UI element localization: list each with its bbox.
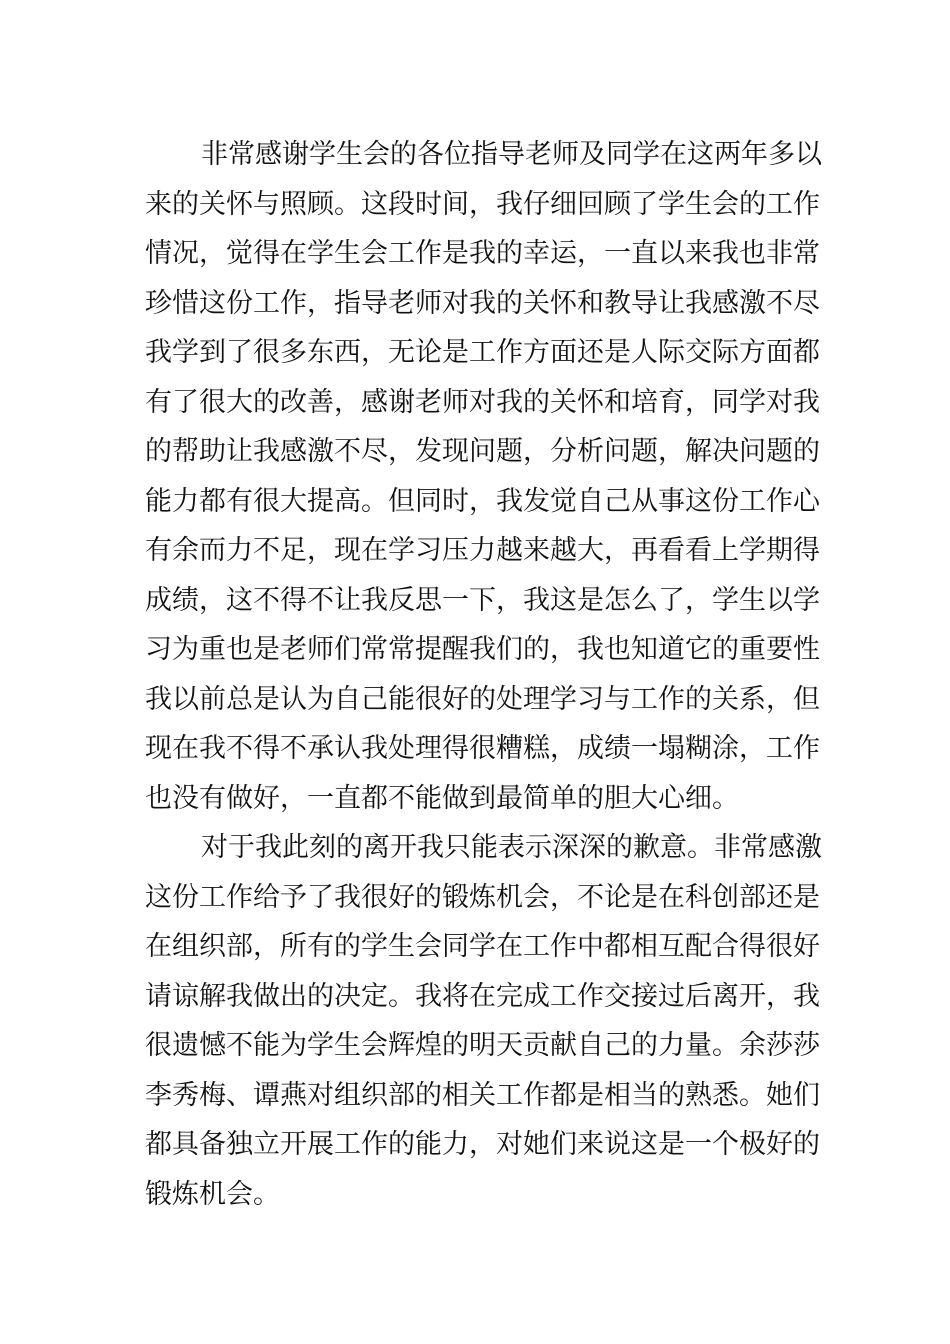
paragraph-2-line-3: 在组织部，所有的学生会同学在工作中都相互配合得很好 [145,931,820,962]
paragraph-1-line-13: 现在我不得不承认我处理得很糟糕，成绩一塌糊涂，工作 [145,733,820,764]
paragraph-2-line-1: 对于我此刻的离开我只能表示深深的歉意。非常感激 [201,832,822,863]
paragraph-1-line-4: 珍惜这份工作，指导老师对我的关怀和教导让我感激不尽 [145,287,820,319]
paragraph-1-line-10: 成绩，这不得不让我反思一下，我这是怎么了，学生以学 [145,584,820,616]
paragraph-1-line-11: 习为重也是老师们常常提醒我们的，我也知道它的重要性 [145,634,820,665]
paragraph-2-line-7: 都具备独立开展工作的能力，对她们来说这是一个极好的 [145,1129,820,1160]
paragraph-1-line-9: 有余而力不足，现在学习压力越来越大，再看看上学期得 [145,535,820,566]
paragraph-2-line-4: 请谅解我做出的决定。我将在完成工作交接过后离开，我 [145,980,820,1012]
paragraph-2-line-2: 这份工作给予了我很好的锻炼机会，不论是在科创部还是 [145,881,820,913]
paragraph-1-line-12: 我以前总是认为自己能很好的处理学习与工作的关系，但 [145,683,820,715]
paragraph-2-line-6: 李秀梅、谭燕对组织部的相关工作都是相当的熟悉。她们 [145,1079,820,1111]
paragraph-1-line-7: 的帮助让我感激不尽，发现问题，分析问题，解决问题的 [145,436,820,467]
paragraph-2-line-8: 锻炼机会。 [145,1178,280,1210]
document-body [145,130,825,1219]
paragraph-2-line-5: 很遗憾不能为学生会辉煌的明天贡献自己的力量。余莎莎 [145,1030,820,1061]
paragraph-1-line-1: 非常感谢学生会的各位指导老师及同学在这两年多以 [201,139,822,170]
paragraph-1-line-8: 能力都有很大提高。但同时，我发觉自己从事这份工作心 [145,485,820,517]
paragraph-1-line-3: 情况，觉得在学生会工作是我的幸运，一直以来我也非常 [145,238,820,269]
paragraph-1-line-5: 我学到了很多东西，无论是工作方面还是人际交际方面都 [145,337,820,368]
paragraph-1-line-14: 也没有做好，一直都不能做到最简单的胆大心细。 [145,782,739,814]
paragraph-1-line-6: 有了很大的改善，感谢老师对我的关怀和培育，同学对我 [145,386,820,418]
paragraph-1-line-2: 来的关怀与照顾。这段时间，我仔细回顾了学生会的工作 [145,188,820,220]
